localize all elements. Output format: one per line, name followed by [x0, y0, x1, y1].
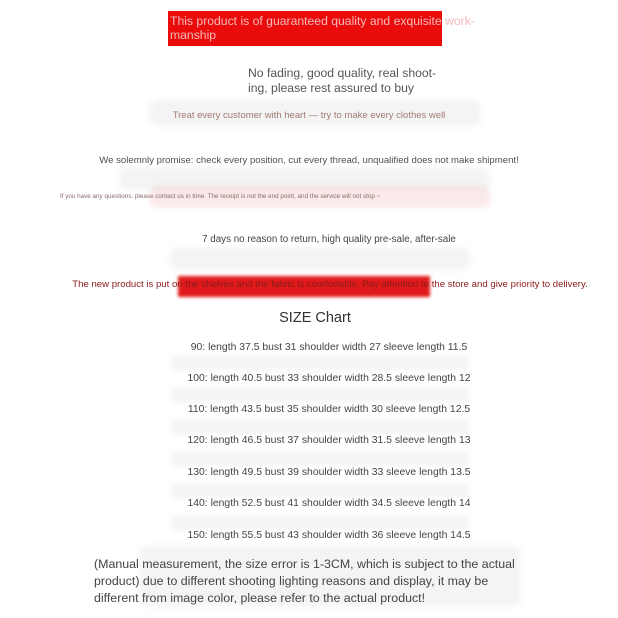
size-row-130: 130: length 49.5 bust 39 shoulder width 33 sleeve length 13.5 — [187, 467, 471, 478]
size-row-150: 150: length 55.5 bust 43 shoulder width 36 sleeve length 14.5 — [187, 530, 471, 541]
size-row-110: 110: length 43.5 bust 35 shoulder width 30 sleeve length 12.5 — [187, 404, 471, 415]
new-product-text: The new product is put on the shelves and the fabric is comfortable. Pay attention to the store and give priority to delivery. — [72, 279, 588, 290]
quality-banner-text: This product is of guaranteed quality and exquisite work-manship — [170, 14, 475, 42]
ghost-text-block — [170, 356, 470, 370]
no-fading-text: No fading, good quality, real shoot-ing, please rest assured to buy — [248, 66, 437, 95]
ghost-text-block — [170, 484, 470, 498]
ghost-text-block — [170, 248, 470, 270]
size-row-120: 120: length 46.5 bust 37 shoulder width 31.5 sleeve length 13 — [187, 435, 471, 446]
questions-text: If you have any questions, please contact us in time. The receipt is not the end point, and the service will not stop ~ — [60, 193, 381, 200]
ghost-text-block — [170, 516, 470, 530]
size-row-100: 100: length 40.5 bust 33 shoulder width 28.5 sleeve length 12 — [187, 373, 471, 384]
measurement-note: (Manual measurement, the size error is 1-3CM, which is subject to the actual product) due to different shooting lighting reasons and display, it may be different from image color, please refer to the actual product! — [94, 557, 515, 605]
size-chart-title: SIZE Chart — [279, 310, 351, 326]
promise-text: We solemnly promise: check every position, cut every thread, unqualified does not make shipment! — [99, 155, 519, 166]
size-row-90: 90: length 37.5 bust 31 shoulder width 27 sleeve length 11.5 — [190, 342, 468, 353]
size-row-140: 140: length 52.5 bust 41 shoulder width 34.5 sleeve length 14 — [187, 498, 471, 509]
ghost-text-block — [170, 420, 470, 434]
ghost-text-block — [170, 388, 470, 402]
return-policy-text: 7 days no reason to return, high quality pre-sale, after-sale — [202, 234, 456, 245]
ghost-text-block — [170, 452, 470, 466]
treat-customer-text: Treat every customer with heart — try to make every clothes well — [172, 110, 446, 121]
